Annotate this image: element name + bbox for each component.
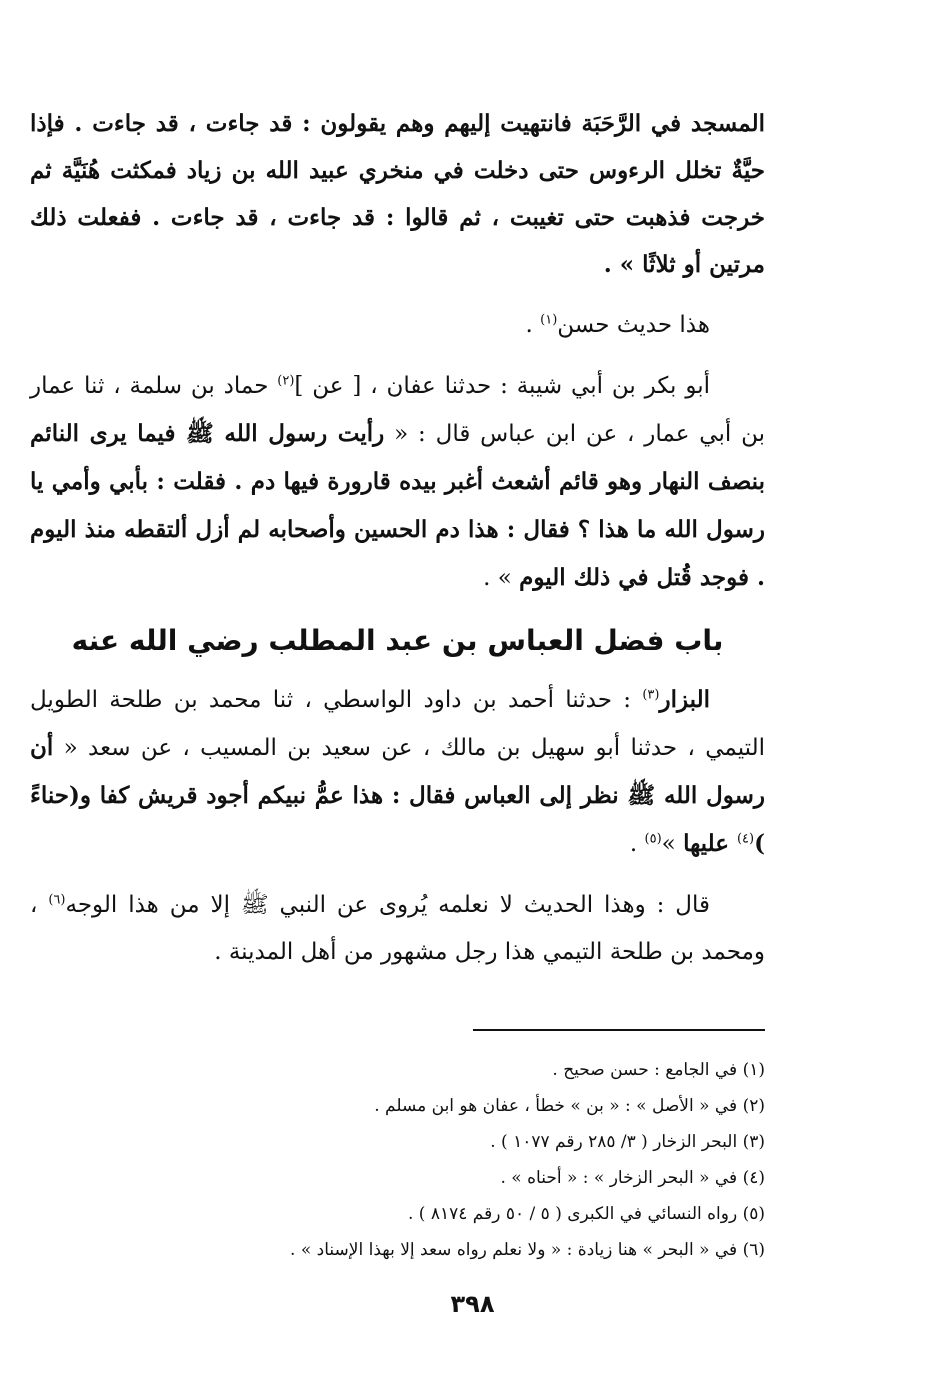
isnad-text: أبو بكر بن أبي شيبة : حدثنا عفان ، [ عن ]	[294, 373, 710, 399]
footnote-3: (٣) البحر الزخار ( ٣/ ٢٨٥ رقم ١٠٧٧ ) .	[490, 1132, 765, 1152]
footnote-ref-2: (٢)	[277, 373, 295, 389]
page-number: ٣٩٨	[450, 1290, 495, 1318]
isnad-text: : حدثنا أحمد بن داود الواسطي ، ثنا محمد بن طلحة الطويل التيمي ، حدثنا أبو سهيل بن مالك ، عن سعيد بن المسيب ، عن سعد «	[30, 687, 765, 761]
commentary-text-2: ، ومحمد بن طلحة التيمي هذا رجل مشهور من أهل المدينة .	[30, 892, 765, 965]
footnote-ref-5: (٥)	[644, 831, 662, 847]
footnote-divider	[473, 1029, 765, 1031]
footnote-2: (٢) في « الأصل » : « بن » خطأ ، عفان هو ابن مسلم .	[374, 1096, 765, 1116]
matn-text: رأيت رسول الله ﷺ فيما يرى النائم بنصف النهار وهو قائم أشعث أغبر بيده قارورة فيها دم . فقلت : بأبي وأمي يا رسول الله ما هذا ؟ فقال : هذا دم الحسين وأصحابه لم أزل ألتقطه منذ اليوم . فوجد قُتل في ذلك اليوم	[30, 420, 765, 591]
footnote-ref-4: (٤)	[736, 831, 755, 847]
footnote-ref-1: (١)	[540, 312, 558, 328]
footnote-5: (٥) رواه النسائي في الكبرى ( ٥ / ٥٠ رقم ٨١٧٤ ) .	[408, 1204, 765, 1224]
matn-end: » .	[483, 565, 520, 591]
paragraph-ibn-abi-shayba	[30, 363, 765, 602]
footnotes	[200, 1052, 765, 1268]
paragraph-grading	[30, 302, 765, 349]
chapter-title: باب فضل العباس بن عبد المطلب رضي الله عنه	[71, 624, 724, 657]
grading-text: هذا حديث حسن	[557, 312, 710, 338]
footnote-6: (٦) في « البحر » هنا زيادة : « ولا نعلم رواه سعد إلا بهذا الإسناد » .	[290, 1240, 765, 1260]
paragraph-text: المسجد في الرَّحَبَة فانتهيت إليهم وهم يقولون : قد جاءت ، قد جاءت . فإذا حيَّةٌ تخلل الرءوس حتى دخلت في منخري عبيد الله بن زياد فمكثت هُنَيَّة ثم خرجت فذهبت حتى تغيبت ، ثم قالوا : قد جاءت ، قد جاءت . ففعلت ذلك مرتين أو ثلاثًا » .	[30, 110, 765, 278]
footnote-ref-6: (٦)	[48, 892, 66, 908]
source-name: البزار	[659, 686, 710, 713]
matn-text-2: عليها	[683, 830, 737, 857]
footnote-4: (٤) في « البحر الزخار » : « أحناه » .	[500, 1168, 765, 1188]
paragraph-bazzar	[30, 676, 765, 868]
matn-text: أن رسول الله ﷺ نظر إلى العباس فقال : هذا عمُّ نبيكم أجود قريش كفا و(حناءً )	[30, 734, 765, 857]
footnote-ref-3: (٣)	[642, 687, 660, 703]
isnad-text-2: حماد بن سلمة ، ثنا عمار بن أبي عمار ، عن ابن عباس قال : «	[30, 373, 765, 447]
commentary-text: قال : وهذا الحديث لا نعلمه يُروى عن النبي ﷺ إلا من هذا الوجه	[65, 892, 711, 918]
matn-end: .	[629, 831, 645, 857]
page-body	[30, 100, 765, 990]
footnote-1: (١) في الجامع : حسن صحيح .	[552, 1060, 765, 1080]
matn-close: »	[661, 831, 684, 857]
paragraph-commentary	[30, 882, 765, 976]
paragraph-hadith-continuation	[30, 100, 765, 288]
grading-end: .	[525, 312, 541, 338]
